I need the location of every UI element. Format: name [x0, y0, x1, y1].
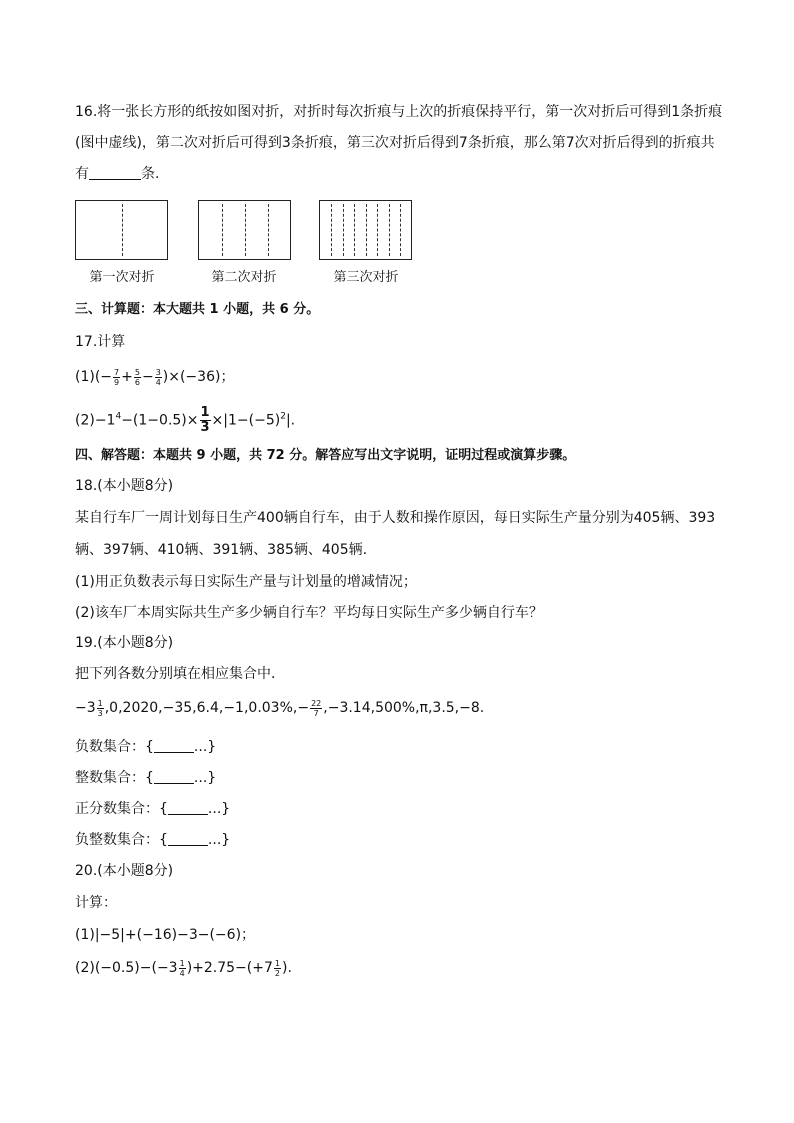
- q18-text1: 某自行车厂一周计划每日生产400辆自行车，由于人数和操作原因，每日实际生产量分别为405辆、393: [75, 510, 716, 526]
- answer-blank: [89, 165, 141, 180]
- set-end: ...}: [207, 801, 231, 817]
- q19-nums-mid: ,0,2020,−35,6.4,−1,0.03%,−: [104, 700, 310, 716]
- fold-crease: [377, 204, 378, 256]
- fraction: $\frac{5}{6}$: [134, 367, 140, 387]
- set-negative: [75, 737, 216, 757]
- answer-blank: [168, 800, 208, 815]
- q17-part2: [75, 406, 295, 435]
- q18-part1: (1)用正负数表示每日实际生产量与计划量的增减情况；: [75, 574, 417, 590]
- q20-label: 20.(本小题8分): [75, 863, 174, 879]
- q16-line3-pre: 有: [75, 166, 89, 182]
- fraction: $\frac{22}{7}$: [311, 698, 322, 718]
- fold-crease: [268, 204, 269, 256]
- q17-part1: [75, 367, 234, 387]
- q19-text: 把下列各数分别填在相应集合中．: [75, 666, 285, 682]
- q17-p1-post: )×(−36)；: [162, 369, 235, 385]
- q19-nums-post: ,−3.14,500%,π,3.5,−8.: [323, 700, 485, 716]
- fold-crease: [245, 204, 246, 256]
- q17-p1-pre: (1)(−: [75, 369, 113, 385]
- fraction: $\frac{1}{3}$: [200, 405, 210, 435]
- fraction: $\frac{1}{2}$: [274, 958, 280, 978]
- set-end: ...}: [193, 770, 217, 786]
- fold-crease: [354, 204, 355, 256]
- section3-title: 三、计算题：本大题共 1 小题，共 6 分。: [75, 302, 320, 317]
- fold-crease: [331, 204, 332, 256]
- set-label: 正分数集合：{: [75, 801, 168, 817]
- fraction: $\frac{3}{4}$: [155, 367, 161, 387]
- fold-crease: [366, 204, 367, 256]
- q17-p2-mid2: ×|1−(−5): [211, 412, 281, 429]
- fraction: $\frac{1}{3}$: [97, 698, 103, 718]
- q16-line1: 16.将一张长方形的纸按如图对折，对折时每次折痕与上次的折痕保持平行，第一次对折后可得到1条折痕: [75, 104, 723, 120]
- fold-figure-2: [198, 200, 291, 260]
- fold-caption-2: 第二次对折: [211, 270, 277, 285]
- q16-line2: (图中虚线)，第二次对折后可得到3条折痕，第三次对折后得到7条折痕，那么第7次对折后得到的折痕共: [75, 135, 715, 151]
- fraction: $\frac{1}{4}$: [179, 958, 185, 978]
- set-end: ...}: [207, 832, 231, 848]
- q17-p2-pre: (2)−1: [75, 412, 116, 429]
- q17-label: 17.计算: [75, 334, 126, 350]
- q17-p2-post: |.: [285, 412, 296, 429]
- fold-caption-1: 第一次对折: [89, 270, 155, 285]
- fold-crease: [122, 204, 123, 256]
- set-end: ...}: [193, 739, 217, 755]
- set-integer: [75, 768, 216, 788]
- answer-blank: [154, 769, 194, 784]
- q16-line3: [75, 164, 159, 184]
- q20-p2-pre: (2)(−0.5)−(−3: [75, 960, 178, 976]
- set-positive-fraction: [75, 799, 230, 819]
- q20-p2-post: ).: [281, 960, 292, 976]
- q20-text: 计算：: [75, 895, 117, 911]
- q20-part2: [75, 958, 292, 978]
- fold-figure-1: [75, 200, 168, 260]
- q16-line3-post: 条.: [141, 166, 160, 182]
- q20-part1: (1)|−5|+(−16)−3−(−6)；: [75, 927, 256, 943]
- q19-numbers: [75, 698, 484, 718]
- q17-p2-mid: −(1−0.5)×: [121, 412, 199, 429]
- set-negative-integer: [75, 830, 230, 850]
- q19-nums-pre: −3: [75, 700, 96, 716]
- section4-title: 四、解答题：本题共 9 小题，共 72 分。解答应写出文字说明，证明过程或演算步骤。: [75, 448, 576, 463]
- q20-p2-mid: )+2.75−(+7: [186, 960, 273, 976]
- fold-caption-3: 第三次对折: [333, 270, 399, 285]
- answer-blank: [168, 831, 208, 846]
- fraction: $\frac{7}{9}$: [114, 367, 120, 387]
- q18-part2: (2)该车厂本周实际共生产多少辆自行车？平均每日实际生产多少辆自行车？: [75, 605, 543, 621]
- fold-crease: [400, 204, 401, 256]
- q19-label: 19.(本小题8分): [75, 635, 174, 651]
- q17-p1-plus: +: [121, 369, 133, 385]
- q18-text2: 辆、397辆、410辆、391辆、385辆、405辆.: [75, 542, 368, 558]
- q18-label: 18.(本小题8分): [75, 478, 174, 494]
- fold-figure-3: [319, 200, 412, 260]
- set-label: 整数集合：{: [75, 770, 154, 786]
- exponent: 2: [280, 411, 286, 422]
- set-label: 负整数集合：{: [75, 832, 168, 848]
- fold-crease: [222, 204, 223, 256]
- q17-p1-minus: −: [141, 369, 154, 385]
- set-label: 负数集合：{: [75, 739, 154, 755]
- fold-crease: [343, 204, 344, 256]
- answer-blank: [154, 738, 194, 753]
- fold-crease: [389, 204, 390, 256]
- exponent: 4: [115, 411, 122, 422]
